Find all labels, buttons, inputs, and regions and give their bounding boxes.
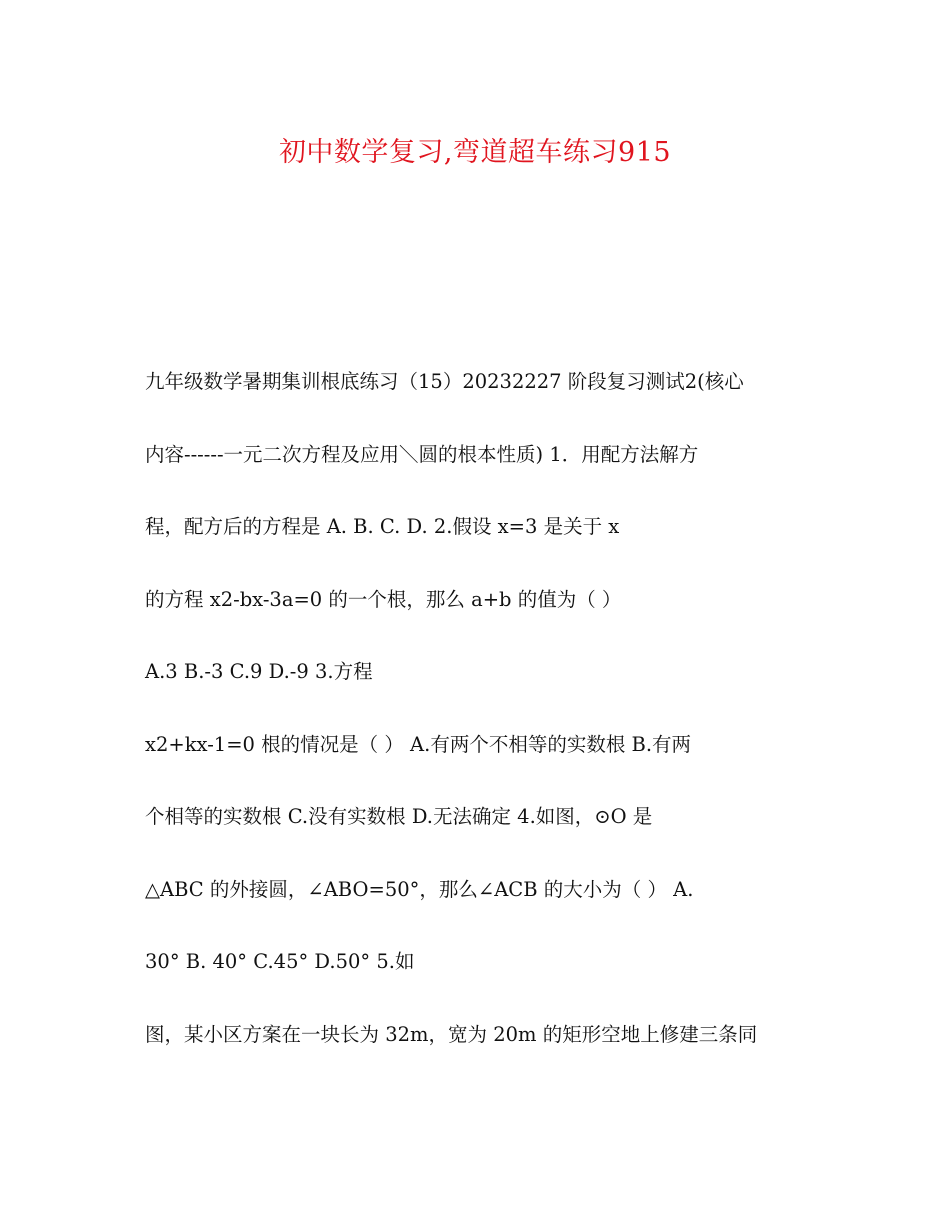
body-line: 图，某小区方案在一块长为 32m，宽为 20m 的矩形空地上修建三条同	[145, 1022, 758, 1046]
body-line: 的方程 x2-bx-3a=0 的一个根，那么 a+b 的值为（ ）	[145, 587, 622, 611]
body-line: 程，配方后的方程是 A. B. C. D. 2.假设 x=3 是关于 x	[145, 515, 620, 538]
body-line: 内容------一元二次方程及应用＼圆的根本性质) 1．用配方法解方	[145, 442, 699, 466]
body-line: △ABC 的外接圆，∠ABO=50°，那么∠ACB 的大小为（ ） A.	[145, 877, 694, 901]
body-line: A.3 B.-3 C.9 D.-9 3.方程	[145, 660, 373, 683]
document-body	[145, 360, 805, 1085]
body-line: 个相等的实数根 C.没有实数根 D.无法确定 4.如图，⊙O 是	[145, 805, 653, 828]
body-line: 九年级数学暑期集训根底练习（15）20232227 阶段复习测试2(核心	[145, 370, 744, 393]
body-line: x2+kx-1=0 根的情况是（ ） A.有两个不相等的实数根 B.有两	[145, 732, 692, 756]
body-line: 30° B. 40° C.45° D.50° 5.如	[145, 950, 415, 973]
document-title: 初中数学复习,弯道超车练习915	[278, 137, 672, 168]
